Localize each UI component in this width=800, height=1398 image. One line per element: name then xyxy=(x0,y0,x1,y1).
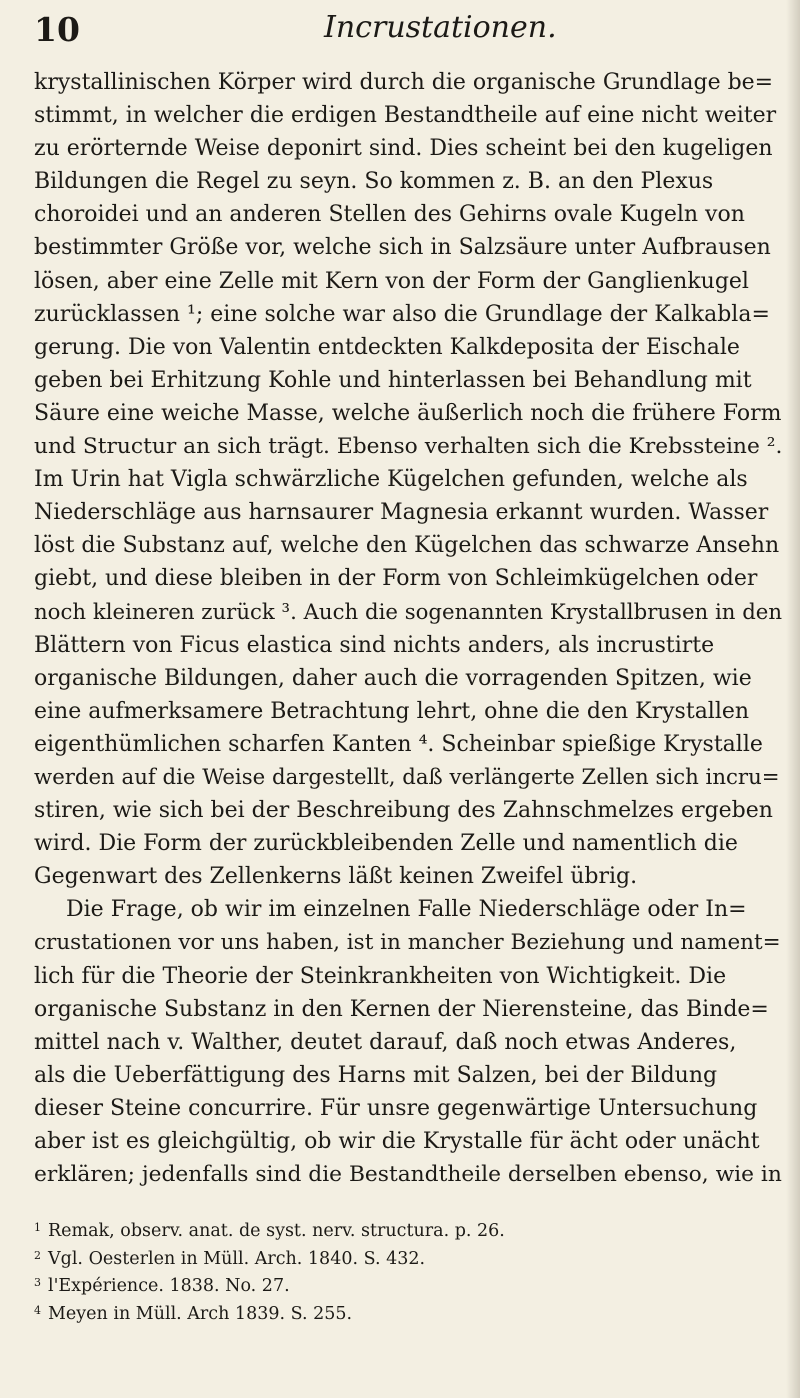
text-line: mittel nach v. Walther, deutet darauf, daß noch etwas Anderes, xyxy=(34,1029,737,1055)
footnotes xyxy=(34,1218,782,1328)
text-line: organische Substanz in den Kernen der Nierensteine, das Binde= xyxy=(34,996,769,1022)
text-line: stiren, wie sich bei der Beschreibung des Zahnschmelzes ergeben xyxy=(34,798,773,824)
footnote-number: 3 xyxy=(34,1276,41,1289)
footnote xyxy=(34,1218,782,1246)
footnote-text: l'Expérience. 1838. No. 27. xyxy=(48,1276,290,1296)
text-line: Bildungen die Regel zu seyn. So kommen z. B. an den Plexus xyxy=(34,169,714,195)
footnote-number: 1 xyxy=(34,1221,41,1234)
text-line: zurücklassen ¹; eine solche war also die Grundlage der Kalkabla= xyxy=(34,301,770,327)
text-line: choroidei und an anderen Stellen des Gehirns ovale Kugeln von xyxy=(34,202,745,228)
text-line: geben bei Erhitzung Kohle und hinterlassen bei Behandlung mit xyxy=(34,367,752,393)
text-line: Die Frage, ob wir im einzelnen Falle Niederschläge oder In= xyxy=(66,897,747,923)
text-line: organische Bildungen, daher auch die vorragenden Spitzen, wie xyxy=(34,665,752,691)
text-line: bestimmter Größe vor, welche sich in Salzsäure unter Aufbrausen xyxy=(34,235,771,261)
page-edge-shadow xyxy=(786,0,800,1398)
text-line: Blättern von Ficus elastica sind nichts anders, als incrustirte xyxy=(34,632,715,658)
text-line: lich für die Theorie der Steinkrankheiten von Wichtigkeit. Die xyxy=(34,963,727,989)
text-line: löst die Substanz auf, welche den Kügelchen das schwarze Ansehn xyxy=(34,533,780,559)
footnote xyxy=(34,1246,782,1274)
footnote xyxy=(34,1273,782,1301)
text-line: und Structur an sich trägt. Ebenso verhalten sich die Krebssteine ². xyxy=(34,434,782,460)
text-line: noch kleineren zurück ³. Auch die sogenannten Krystallbrusen in den xyxy=(34,599,782,625)
page-header xyxy=(34,10,774,54)
running-title: Incrustationen. xyxy=(324,10,557,45)
text-line: eine aufmerksamere Betrachtung lehrt, ohne die den Krystallen xyxy=(34,698,750,724)
text-line: als die Ueberfättigung des Harns mit Salzen, bei der Bildung xyxy=(34,1062,718,1088)
text-line: werden auf die Weise dargestellt, daß verlängerte Zellen sich incru= xyxy=(34,764,780,790)
text-line: zu erörternde Weise deponirt sind. Dies scheint bei den kugeligen xyxy=(34,136,773,162)
text-line: eigenthümlichen scharfen Kanten ⁴. Scheinbar spießige Krystalle xyxy=(34,731,763,757)
text-line: Niederschläge aus harnsaurer Magnesia erkannt wurden. Wasser xyxy=(34,500,769,526)
footnote xyxy=(34,1301,782,1329)
text-line: lösen, aber eine Zelle mit Kern von der Form der Ganglienkugel xyxy=(34,268,749,294)
footnote-text: Meyen in Müll. Arch 1839. S. 255. xyxy=(48,1303,353,1324)
text-line: krystallinischen Körper wird durch die organische Grundlage be= xyxy=(34,70,774,95)
text-line: stimmt, in welcher die erdigen Bestandtheile auf eine nicht weiter xyxy=(34,103,777,129)
text-line: Gegenwart des Zellenkerns läßt keinen Zweifel übrig. xyxy=(34,864,638,890)
text-line: dieser Steine concurrire. Für unsre gegenwärtige Untersuchung xyxy=(34,1095,758,1121)
footnote-number: 2 xyxy=(34,1248,41,1262)
page-number: 10 xyxy=(34,10,80,49)
footnote-number: 4 xyxy=(34,1303,41,1317)
text-line: Säure eine weiche Masse, welche äußerlich noch die frühere Form xyxy=(34,400,782,426)
footnote-text: Remak, observ. anat. de syst. nerv. structura. p. 26. xyxy=(48,1221,505,1241)
text-line: crustationen vor uns haben, ist in mancher Beziehung und nament= xyxy=(34,930,781,956)
text-line: gerung. Die von Valentin entdeckten Kalkdeposita der Eischale xyxy=(34,334,740,360)
text-line: Im Urin hat Vigla schwärzliche Kügelchen gefunden, welche als xyxy=(34,467,748,493)
text-line: giebt, und diese bleiben in der Form von Schleimkügelchen oder xyxy=(34,566,758,592)
text-line: wird. Die Form der zurückbleibenden Zelle und namentlich die xyxy=(34,831,738,857)
footnote-text: Vgl. Oesterlen in Müll. Arch. 1840. S. 432. xyxy=(48,1248,426,1269)
text-line: erklären; jedenfalls sind die Bestandtheile derselben ebenso, wie in xyxy=(34,1162,782,1188)
body-text xyxy=(34,66,782,1191)
text-line: aber ist es gleichgültig, ob wir die Krystalle für ächt oder unächt xyxy=(34,1129,760,1154)
